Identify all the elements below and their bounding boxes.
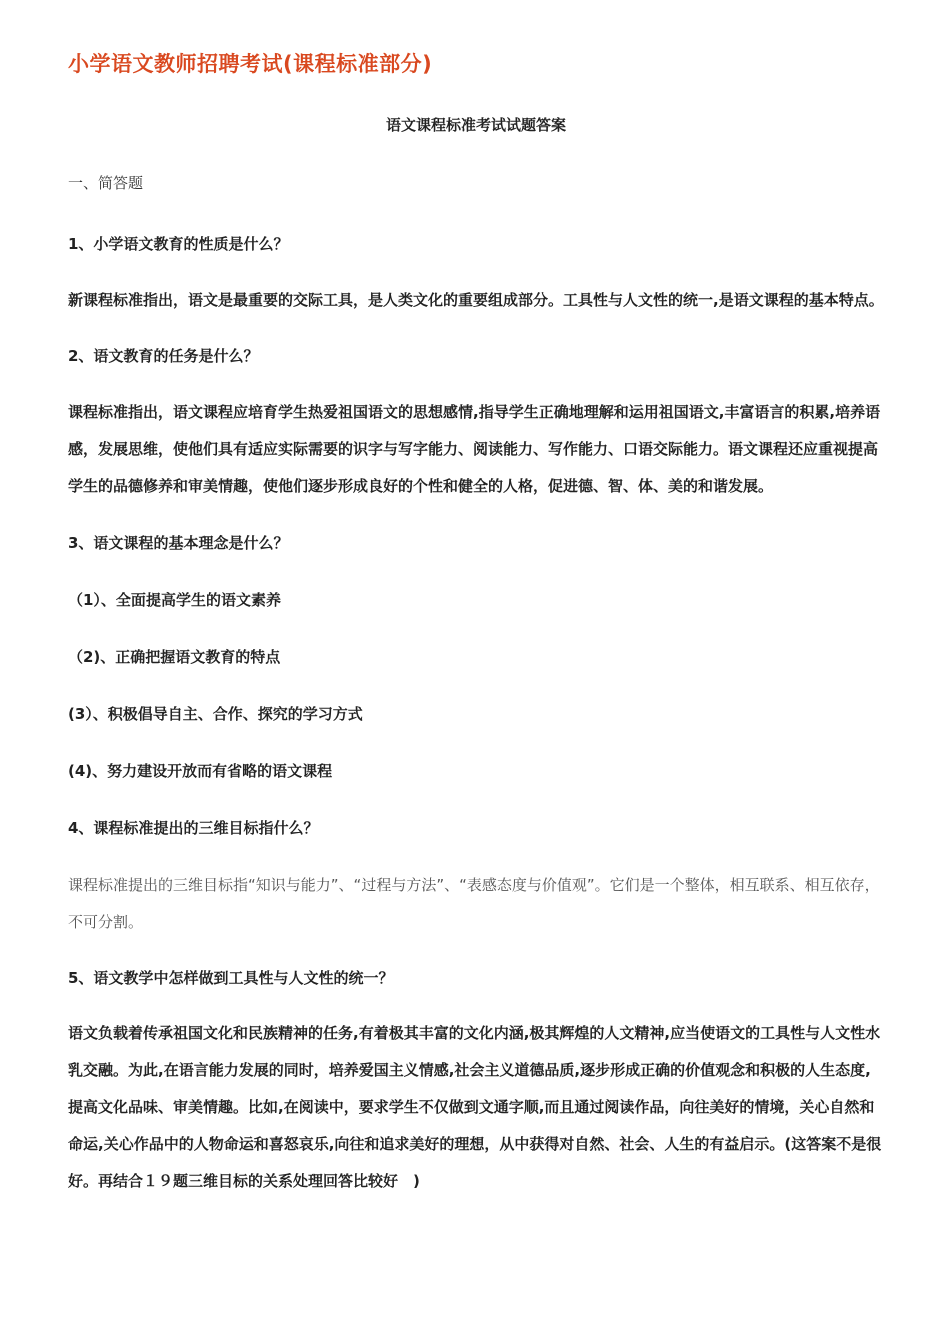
answer-2: 课程标准指出，语文课程应培育学生热爱祖国语文的思想感情,指导学生正确地理解和运用祖国语文,丰富语言的积累,培养语感，发展思维，使他们具有适应实际需要的识字与写字能力、阅读能力、写作能力、口语交际能力。语文课程还应重视提高学生的品德修养和审美情趣，使他们逐步形成良好的个性和健全的人格，促进德、智、体、美的和谐发展。 xyxy=(68,403,881,495)
question-2: 2、语文教育的任务是什么？ xyxy=(68,347,259,365)
section-heading: 一、简答题 xyxy=(68,174,144,192)
document-title: 小学语文教师招聘考试(课程标准部分) xyxy=(68,52,433,76)
question-3: 3、语文课程的基本理念是什么？ xyxy=(68,534,289,552)
list-item: （1）、全面提高学生的语文素养 xyxy=(68,591,281,609)
list-item: （2)、正确把握语文教育的特点 xyxy=(68,648,281,666)
document-subtitle: 语文课程标准考试试题答案 xyxy=(385,116,566,134)
answer-4: 课程标准提出的三维目标指“知识与能力”、“过程与方法”、“表感态度与价值观”。它们是一个整体，相互联系、相互依存，不可分割。 xyxy=(68,876,880,931)
question-4: 4、课程标准提出的三维目标指什么？ xyxy=(68,819,319,837)
question-5: 5、语文教学中怎样做到工具性与人文性的统一？ xyxy=(68,969,394,987)
list-item: (3）、积极倡导自主、合作、探究的学习方式 xyxy=(68,705,363,723)
answer-1: 新课程标准指出，语文是最重要的交际工具，是人类文化的重要组成部分。工具性与人文性的统一,是语文课程的基本特点。 xyxy=(68,291,884,309)
list-item: (4)、努力建设开放而有省略的语文课程 xyxy=(68,762,333,780)
answer-5: 语文负载着传承祖国文化和民族精神的任务,有着极其丰富的文化内涵,极其辉煌的人文精神,应当使语文的工具性与人文性水乳交融。为此,在语言能力发展的同时，培养爱国主义情感,社会主义道德品质,逐步形成正确的价值观念和积极的人生态度,提高文化品味、审美情趣。比如,在阅读中，要求学生不仅做到文通字顺,而且通过阅读作品，向往美好的情境，关心自然和命运,关心作品中的人物命运和喜怒哀乐,向往和追求美好的理想，从中获得对自然、社会、人生的有益启示。(这答案不是很好。再结合１９题三维目标的关系处理回答比较好 ) xyxy=(68,1024,882,1190)
question-1: 1、小学语文教育的性质是什么？ xyxy=(68,235,289,253)
